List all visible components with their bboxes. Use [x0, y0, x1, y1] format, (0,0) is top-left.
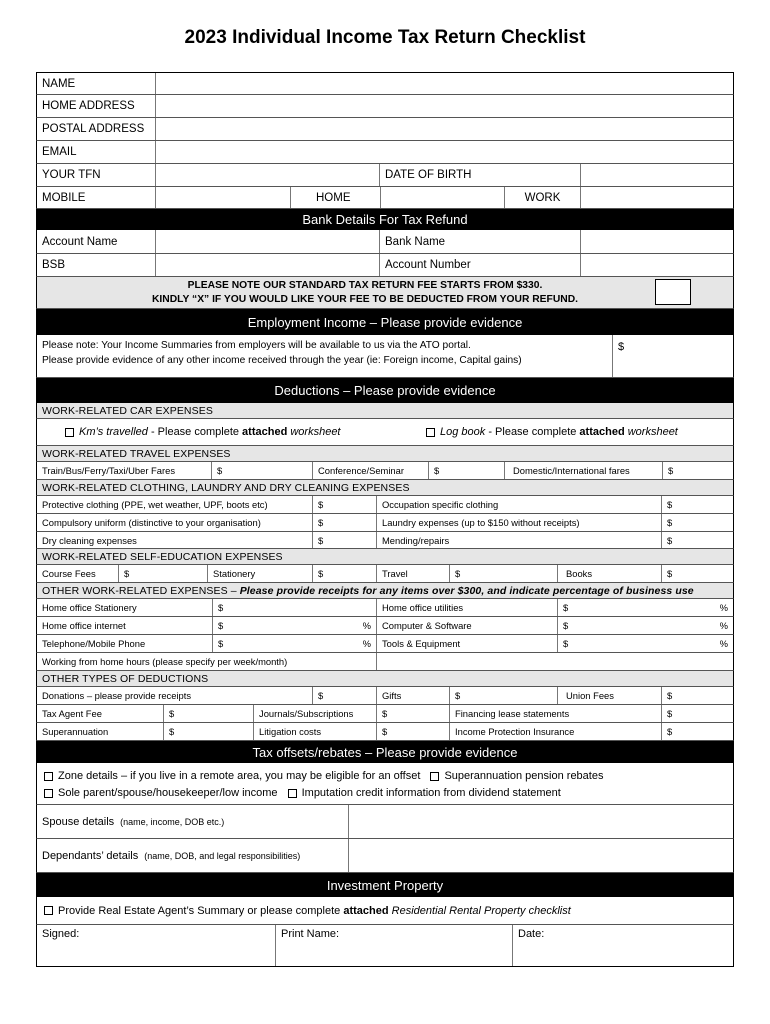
email-label: EMAIL: [37, 141, 156, 163]
spouse-row: [36, 805, 734, 839]
car-expenses-title: WORK-RELATED CAR EXPENSES: [36, 403, 734, 419]
dependants-row: [36, 839, 734, 873]
travel-row: [36, 462, 734, 480]
financing-amount[interactable]: $: [667, 708, 673, 719]
bsb-row: [36, 254, 734, 277]
fares-label: Train/Bus/Ferry/Taxi/Uber Fares: [37, 462, 212, 479]
home-address-label: HOME ADDRESS: [37, 95, 156, 117]
account-number-field[interactable]: [581, 254, 733, 276]
km-checkbox[interactable]: [65, 428, 74, 437]
name-row: [36, 72, 734, 95]
telephone-percent: %: [362, 638, 371, 649]
dependants-label: Dependants’ details (name, DOB, and legal responsibilities): [37, 839, 349, 872]
postal-address-label: POSTAL ADDRESS: [37, 118, 156, 140]
bank-name-label: Bank Name: [380, 230, 581, 253]
dependants-field[interactable]: [349, 839, 733, 872]
other-work-instruction: Please provide receipts for any items over $300, and indicate percentage of business use: [239, 584, 694, 597]
tools-percent: %: [719, 638, 728, 649]
conference-label: Conference/Seminar: [313, 462, 429, 479]
home-utilities-percent: %: [719, 602, 728, 613]
date-label: Date:: [518, 928, 545, 940]
wfh-field[interactable]: [377, 653, 733, 670]
travel-label: Travel: [377, 565, 450, 582]
mobile-label: MOBILE: [37, 187, 156, 208]
telephone-label: Telephone/Mobile Phone: [37, 635, 213, 652]
print-name-field[interactable]: [276, 925, 513, 966]
postal-address-field[interactable]: [156, 118, 733, 140]
occupation-amount[interactable]: $: [667, 499, 673, 510]
other-deductions-title: OTHER TYPES OF DEDUCTIONS: [36, 671, 734, 687]
employment-note-line1: Please note: Your Income Summaries from employers will be available to us via the ATO portal.: [42, 340, 471, 351]
offsets-header: Tax offsets/rebates – Please provide evidence: [36, 741, 734, 763]
account-name-label: Account Name: [37, 230, 156, 253]
offsets-options: [36, 763, 734, 805]
employment-note-line2: Please provide evidence of any other income received through the year (ie: Foreign income, Capital gains): [42, 355, 522, 366]
union-fees-amount[interactable]: $: [667, 690, 673, 701]
laundry-amount[interactable]: $: [667, 517, 673, 528]
signed-label: Signed:: [42, 928, 80, 940]
investment-header: Investment Property: [36, 873, 734, 897]
home-phone-field[interactable]: [381, 187, 505, 208]
occupation-label: Occupation specific clothing: [377, 496, 662, 513]
dob-field[interactable]: [581, 164, 733, 186]
litigation-label: Litigation costs: [254, 723, 377, 740]
clothing-row-1: [36, 496, 734, 514]
domestic-fares-label: Domestic/International fares: [505, 462, 663, 479]
financing-label: Financing lease statements: [450, 705, 662, 722]
email-field[interactable]: [156, 141, 733, 163]
email-row: [36, 141, 734, 164]
course-fees-amount[interactable]: $: [119, 565, 208, 582]
protective-amount[interactable]: $: [313, 496, 377, 513]
home-address-field[interactable]: [156, 95, 733, 117]
investment-option: [36, 897, 734, 925]
donations-label: Donations – please provide receipts: [37, 687, 313, 704]
super-rebates-label: Superannuation pension rebates: [444, 770, 604, 782]
wfh-row: [36, 653, 734, 671]
signoff-row: [36, 925, 734, 967]
donations-amount[interactable]: $: [313, 687, 377, 704]
logbook-checkbox[interactable]: [426, 428, 435, 437]
bsb-field[interactable]: [156, 254, 380, 276]
km-text: - Please complete: [147, 426, 243, 438]
home-utilities-label: Home office utilities: [377, 599, 558, 616]
zone-label: Zone details – if you live in a remote area, you may be eligible for an offset: [58, 770, 421, 782]
wfh-label: Working from home hours (please specify per week/month): [37, 653, 377, 670]
superannuation-label: Superannuation: [37, 723, 164, 740]
other-deductions-row-3: [36, 723, 734, 741]
other-work-expenses-title: [36, 583, 734, 599]
superannuation-amount[interactable]: $: [164, 723, 254, 740]
clothing-expenses-title: WORK-RELATED CLOTHING, LAUNDRY AND DRY CLEANING EXPENSES: [36, 480, 734, 496]
union-fees-label: Union Fees: [558, 687, 662, 704]
account-number-label: Account Number: [380, 254, 581, 276]
work-phone-label: WORK: [505, 187, 581, 208]
journals-label: Journals/Subscriptions: [254, 705, 377, 722]
work-phone-field[interactable]: [581, 187, 733, 208]
km-option[interactable]: [37, 419, 382, 445]
tools-label: Tools & Equipment: [377, 635, 558, 652]
ip-insurance-amount[interactable]: $: [667, 726, 673, 737]
other-deductions-row-1: [36, 687, 734, 705]
employment-note-text: [37, 335, 613, 377]
other-work-title: OTHER WORK-RELATED EXPENSES –: [42, 584, 240, 597]
conference-amount[interactable]: $: [429, 462, 505, 479]
logbook-attached: attached: [579, 426, 625, 438]
km-label: Km’s travelled: [79, 426, 148, 438]
mending-label: Mending/repairs: [377, 532, 662, 548]
spouse-label: Spouse details (name, income, DOB etc.): [37, 805, 349, 838]
education-row: [36, 565, 734, 583]
home-stationery-amount[interactable]: $: [213, 599, 377, 616]
super-rebates-checkbox[interactable]: [430, 772, 439, 781]
employment-header: Employment Income – Please provide evidence: [36, 309, 734, 335]
domestic-fares-amount[interactable]: $: [668, 465, 674, 476]
account-name-field[interactable]: [156, 230, 380, 253]
print-name-label: Print Name:: [281, 928, 340, 940]
name-label: NAME: [37, 73, 156, 94]
course-fees-label: Course Fees: [37, 565, 119, 582]
tools-amount[interactable]: $ %: [563, 638, 728, 649]
home-phone-label: HOME: [291, 187, 381, 208]
tfn-row: [36, 164, 734, 187]
education-expenses-title: WORK-RELATED SELF-EDUCATION EXPENSES: [36, 549, 734, 565]
books-amount[interactable]: $: [667, 568, 673, 579]
uniform-label: Compulsory uniform (distinctive to your organisation): [37, 514, 313, 531]
phone-row: [36, 187, 734, 209]
other-work-row-2: [36, 617, 734, 635]
tfn-label: YOUR TFN: [37, 164, 156, 186]
journals-amount[interactable]: $: [377, 705, 450, 722]
km-worksheet: worksheet: [287, 426, 341, 438]
checklist-form: [36, 72, 734, 967]
bank-name-field[interactable]: [581, 230, 733, 253]
employment-amount-field[interactable]: $: [618, 341, 625, 353]
other-work-row-3: [36, 635, 734, 653]
logbook-option[interactable]: [382, 419, 733, 445]
logbook-text: - Please complete: [485, 426, 580, 438]
ip-insurance-label: Income Protection Insurance: [450, 723, 662, 740]
deduct-fee-checkbox[interactable]: [655, 279, 691, 305]
bank-details-header: Bank Details For Tax Refund: [36, 209, 734, 230]
fares-amount[interactable]: $: [212, 462, 313, 479]
home-address-row: [36, 95, 734, 118]
tax-agent-label: Tax Agent Fee: [37, 705, 164, 722]
tax-agent-amount[interactable]: $: [164, 705, 254, 722]
km-attached: attached: [242, 426, 288, 438]
fee-note-line2: KINDLY “X” IF YOU WOULD LIKE YOUR FEE TO BE DEDUCTED FROM YOUR REFUND.: [151, 294, 579, 305]
fee-note: [36, 277, 734, 309]
logbook-label: Log book: [440, 426, 486, 438]
computer-label: Computer & Software: [377, 617, 558, 634]
postal-address-row: [36, 118, 734, 141]
books-label: Books: [558, 565, 662, 582]
telephone-amount[interactable]: $ %: [213, 635, 377, 652]
travel-expenses-title: WORK-RELATED TRAVEL EXPENSES: [36, 446, 734, 462]
mobile-field[interactable]: [156, 187, 291, 208]
stationery-amount[interactable]: $: [313, 565, 377, 582]
dependants-hint: (name, DOB, and legal responsibilities): [144, 850, 301, 861]
dry-cleaning-label: Dry cleaning expenses: [37, 532, 313, 548]
gifts-label: Gifts: [377, 687, 450, 704]
imputation-label: Imputation credit information from dividend statement: [301, 787, 561, 799]
computer-percent: %: [719, 620, 728, 631]
signed-field[interactable]: [37, 925, 276, 966]
fee-note-line1: PLEASE NOTE OUR STANDARD TAX RETURN FEE STARTS FROM $330.: [187, 280, 543, 291]
uniform-amount[interactable]: $: [313, 514, 377, 531]
deductions-header: Deductions – Please provide evidence: [36, 378, 734, 403]
logbook-worksheet: worksheet: [624, 426, 678, 438]
sole-parent-checkbox[interactable]: [44, 789, 53, 798]
imputation-checkbox[interactable]: [288, 789, 297, 798]
clothing-row-3: [36, 532, 734, 549]
other-deductions-row-2: [36, 705, 734, 723]
dry-cleaning-amount[interactable]: $: [313, 532, 377, 548]
home-internet-amount[interactable]: $ %: [213, 617, 377, 634]
tfn-field[interactable]: [156, 164, 380, 186]
computer-amount[interactable]: $ %: [563, 620, 728, 631]
sole-parent-label: Sole parent/spouse/housekeeper/low income: [58, 787, 278, 799]
stationery-label: Stationery: [208, 565, 313, 582]
mending-amount[interactable]: $: [667, 534, 673, 546]
travel-amount[interactable]: $: [450, 565, 558, 582]
clothing-row-2: [36, 514, 734, 532]
other-work-row-1: [36, 599, 734, 617]
dob-label: DATE OF BIRTH: [380, 164, 581, 186]
investment-checklist-link: Residential Rental Property checklist: [391, 904, 571, 917]
bsb-label: BSB: [37, 254, 156, 276]
home-internet-percent: %: [362, 620, 371, 631]
home-stationery-label: Home office Stationery: [37, 599, 213, 616]
date-field[interactable]: [513, 925, 733, 966]
spouse-field[interactable]: [349, 805, 733, 838]
name-field[interactable]: [156, 73, 733, 94]
employment-note: [36, 335, 734, 378]
protective-label: Protective clothing (PPE, wet weather, UPF, boots etc): [37, 496, 313, 513]
home-utilities-amount[interactable]: $ %: [563, 602, 728, 613]
zone-checkbox[interactable]: [44, 772, 53, 781]
spouse-hint: (name, income, DOB etc.): [120, 816, 225, 827]
gifts-amount[interactable]: $: [450, 687, 558, 704]
home-internet-label: Home office internet: [37, 617, 213, 634]
account-name-row: [36, 230, 734, 254]
investment-text: Provide Real Estate Agent’s Summary or please complete: [58, 904, 344, 917]
investment-attached: attached: [343, 904, 389, 917]
car-options-row: [36, 419, 734, 446]
litigation-amount[interactable]: $: [377, 723, 450, 740]
page-title: 2023 Individual Income Tax Return Checklist: [184, 27, 586, 48]
investment-checkbox[interactable]: [44, 906, 53, 915]
laundry-label: Laundry expenses (up to $150 without receipts): [377, 514, 662, 531]
